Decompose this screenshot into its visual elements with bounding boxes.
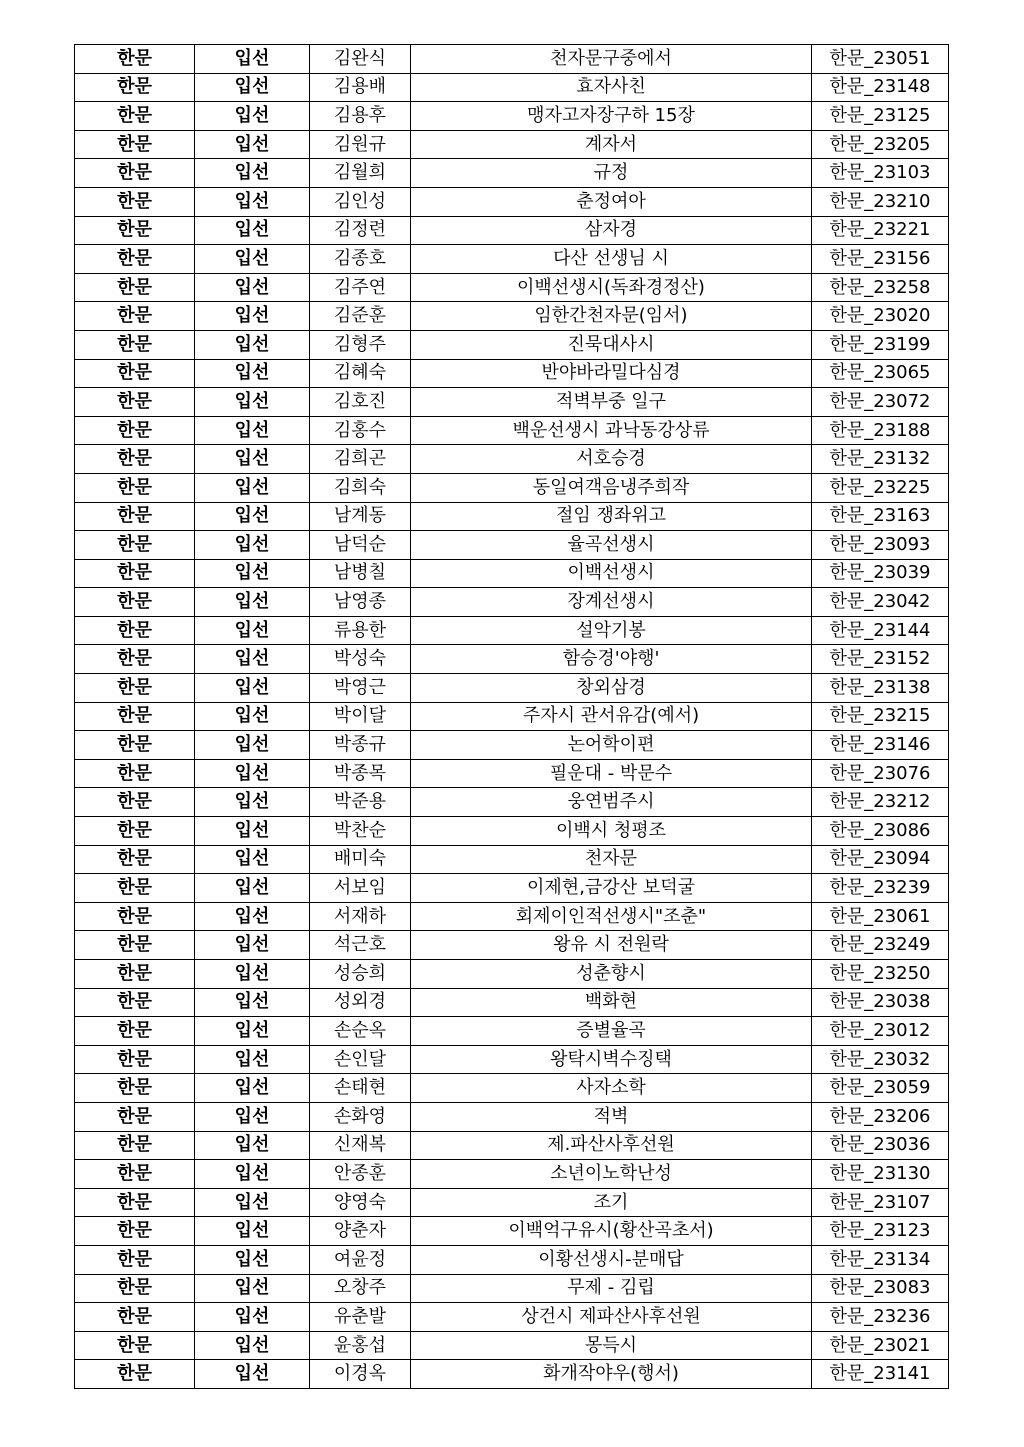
table-row [75, 1102, 949, 1131]
work-title-cell: 성춘향시 [411, 960, 812, 989]
work-title-cell: 소년이노학난성 [411, 1160, 812, 1189]
category-cell: 한문 [75, 874, 195, 903]
award-cell: 입선 [195, 616, 310, 645]
work-title-cell: 증별율곡 [411, 1017, 812, 1046]
table-row [75, 388, 949, 417]
table-row [75, 302, 949, 331]
award-cell: 입선 [195, 960, 310, 989]
artist-name-cell: 김정련 [310, 216, 411, 245]
entry-number-cell: 한문_23072 [812, 388, 949, 417]
entry-number-cell: 한문_23199 [812, 330, 949, 359]
entry-number-cell: 한문_23020 [812, 302, 949, 331]
entry-number-cell: 한문_23042 [812, 588, 949, 617]
entry-number-cell: 한문_23152 [812, 645, 949, 674]
category-cell: 한문 [75, 531, 195, 560]
artist-name-cell: 박종목 [310, 759, 411, 788]
award-results-table [74, 44, 949, 1389]
artist-name-cell: 박준용 [310, 788, 411, 817]
work-title-cell: 이백선생시 [411, 559, 812, 588]
artist-name-cell: 남계동 [310, 502, 411, 531]
award-cell: 입선 [195, 702, 310, 731]
table-row [75, 1160, 949, 1189]
entry-number-cell: 한문_23212 [812, 788, 949, 817]
work-title-cell: 적벽부중 일구 [411, 388, 812, 417]
category-cell: 한문 [75, 245, 195, 274]
award-cell: 입선 [195, 788, 310, 817]
artist-name-cell: 양춘자 [310, 1217, 411, 1246]
work-title-cell: 백화현 [411, 988, 812, 1017]
artist-name-cell: 김형주 [310, 330, 411, 359]
table-row [75, 817, 949, 846]
entry-number-cell: 한문_23221 [812, 216, 949, 245]
table-row [75, 845, 949, 874]
award-cell: 입선 [195, 159, 310, 188]
category-cell: 한문 [75, 1245, 195, 1274]
work-title-cell: 필운대 - 박문수 [411, 759, 812, 788]
award-cell: 입선 [195, 988, 310, 1017]
work-title-cell: 함승경'야행' [411, 645, 812, 674]
artist-name-cell: 김인성 [310, 187, 411, 216]
table-row [75, 731, 949, 760]
artist-name-cell: 김희곤 [310, 445, 411, 474]
entry-number-cell: 한문_23065 [812, 359, 949, 388]
award-cell: 입선 [195, 388, 310, 417]
work-title-cell: 적벽 [411, 1102, 812, 1131]
artist-name-cell: 류용한 [310, 616, 411, 645]
category-cell: 한문 [75, 731, 195, 760]
work-title-cell: 상건시 제파산사후선원 [411, 1303, 812, 1332]
table-row [75, 330, 949, 359]
award-cell: 입선 [195, 245, 310, 274]
category-cell: 한문 [75, 931, 195, 960]
entry-number-cell: 한문_23132 [812, 445, 949, 474]
category-cell: 한문 [75, 1360, 195, 1389]
entry-number-cell: 한문_23038 [812, 988, 949, 1017]
award-cell: 입선 [195, 1217, 310, 1246]
entry-number-cell: 한문_23093 [812, 531, 949, 560]
entry-number-cell: 한문_23206 [812, 1102, 949, 1131]
work-title-cell: 장계선생시 [411, 588, 812, 617]
table-row [75, 130, 949, 159]
work-title-cell: 서호승경 [411, 445, 812, 474]
entry-number-cell: 한문_23086 [812, 817, 949, 846]
work-title-cell: 조기 [411, 1188, 812, 1217]
entry-number-cell: 한문_23144 [812, 616, 949, 645]
category-cell: 한문 [75, 302, 195, 331]
award-cell: 입선 [195, 874, 310, 903]
entry-number-cell: 한문_23188 [812, 416, 949, 445]
category-cell: 한문 [75, 187, 195, 216]
entry-number-cell: 한문_23134 [812, 1245, 949, 1274]
artist-name-cell: 남덕순 [310, 531, 411, 560]
table-row [75, 931, 949, 960]
table-row [75, 1217, 949, 1246]
table-row [75, 702, 949, 731]
category-cell: 한문 [75, 559, 195, 588]
artist-name-cell: 이경옥 [310, 1360, 411, 1389]
table-row [75, 359, 949, 388]
entry-number-cell: 한문_23239 [812, 874, 949, 903]
category-cell: 한문 [75, 902, 195, 931]
award-cell: 입선 [195, 416, 310, 445]
category-cell: 한문 [75, 102, 195, 131]
artist-name-cell: 김종호 [310, 245, 411, 274]
work-title-cell: 진묵대사시 [411, 330, 812, 359]
category-cell: 한문 [75, 1160, 195, 1189]
entry-number-cell: 한문_23156 [812, 245, 949, 274]
award-cell: 입선 [195, 1017, 310, 1046]
entry-number-cell: 한문_23076 [812, 759, 949, 788]
entry-number-cell: 한문_23249 [812, 931, 949, 960]
table-row [75, 73, 949, 102]
category-cell: 한문 [75, 1303, 195, 1332]
artist-name-cell: 김준훈 [310, 302, 411, 331]
award-cell: 입선 [195, 645, 310, 674]
category-cell: 한문 [75, 359, 195, 388]
entry-number-cell: 한문_23107 [812, 1188, 949, 1217]
work-title-cell: 율곡선생시 [411, 531, 812, 560]
table-row [75, 1131, 949, 1160]
entry-number-cell: 한문_23205 [812, 130, 949, 159]
entry-number-cell: 한문_23215 [812, 702, 949, 731]
artist-name-cell: 석근호 [310, 931, 411, 960]
work-title-cell: 이백억구유시(황산곡초서) [411, 1217, 812, 1246]
award-cell: 입선 [195, 1160, 310, 1189]
entry-number-cell: 한문_23146 [812, 731, 949, 760]
award-cell: 입선 [195, 1188, 310, 1217]
artist-name-cell: 손화영 [310, 1102, 411, 1131]
category-cell: 한문 [75, 130, 195, 159]
entry-number-cell: 한문_23210 [812, 187, 949, 216]
table-row [75, 1017, 949, 1046]
work-title-cell: 이제현,금강산 보덕굴 [411, 874, 812, 903]
award-cell: 입선 [195, 473, 310, 502]
award-cell: 입선 [195, 1360, 310, 1389]
artist-name-cell: 박종규 [310, 731, 411, 760]
category-cell: 한문 [75, 1102, 195, 1131]
award-cell: 입선 [195, 1045, 310, 1074]
category-cell: 한문 [75, 473, 195, 502]
category-cell: 한문 [75, 759, 195, 788]
table-row [75, 1045, 949, 1074]
artist-name-cell: 김호진 [310, 388, 411, 417]
category-cell: 한문 [75, 330, 195, 359]
category-cell: 한문 [75, 788, 195, 817]
entry-number-cell: 한문_23138 [812, 674, 949, 703]
table-row [75, 1303, 949, 1332]
artist-name-cell: 김용후 [310, 102, 411, 131]
work-title-cell: 이백선생시(독좌경정산) [411, 273, 812, 302]
artist-name-cell: 김홍수 [310, 416, 411, 445]
work-title-cell: 백운선생시 과낙동강상류 [411, 416, 812, 445]
work-title-cell: 왕유 시 전원락 [411, 931, 812, 960]
work-title-cell: 설악기봉 [411, 616, 812, 645]
artist-name-cell: 김혜숙 [310, 359, 411, 388]
table-row [75, 216, 949, 245]
table-row [75, 960, 949, 989]
work-title-cell: 반야바라밀다심경 [411, 359, 812, 388]
work-title-cell: 동일여객음냉주희작 [411, 473, 812, 502]
category-cell: 한문 [75, 1017, 195, 1046]
category-cell: 한문 [75, 445, 195, 474]
entry-number-cell: 한문_23130 [812, 1160, 949, 1189]
table-row [75, 187, 949, 216]
work-title-cell: 춘정여아 [411, 187, 812, 216]
category-cell: 한문 [75, 45, 195, 74]
table-row [75, 645, 949, 674]
table-row [75, 874, 949, 903]
award-cell: 입선 [195, 931, 310, 960]
artist-name-cell: 손순옥 [310, 1017, 411, 1046]
results-sheet [74, 44, 948, 1389]
entry-number-cell: 한문_23103 [812, 159, 949, 188]
artist-name-cell: 유춘발 [310, 1303, 411, 1332]
work-title-cell: 웅연범주시 [411, 788, 812, 817]
category-cell: 한문 [75, 1045, 195, 1074]
category-cell: 한문 [75, 416, 195, 445]
award-cell: 입선 [195, 445, 310, 474]
table-row [75, 1074, 949, 1103]
table-row [75, 159, 949, 188]
table-row [75, 273, 949, 302]
table-row [75, 416, 949, 445]
entry-number-cell: 한문_23125 [812, 102, 949, 131]
award-cell: 입선 [195, 731, 310, 760]
award-cell: 입선 [195, 273, 310, 302]
artist-name-cell: 김주연 [310, 273, 411, 302]
entry-number-cell: 한문_23250 [812, 960, 949, 989]
entry-number-cell: 한문_23021 [812, 1331, 949, 1360]
work-title-cell: 절임 쟁좌위고 [411, 502, 812, 531]
entry-number-cell: 한문_23094 [812, 845, 949, 874]
artist-name-cell: 박이달 [310, 702, 411, 731]
work-title-cell: 논어학이편 [411, 731, 812, 760]
artist-name-cell: 여윤정 [310, 1245, 411, 1274]
artist-name-cell: 박찬순 [310, 817, 411, 846]
entry-number-cell: 한문_23051 [812, 45, 949, 74]
award-cell: 입선 [195, 1245, 310, 1274]
table-row [75, 1360, 949, 1389]
category-cell: 한문 [75, 273, 195, 302]
award-cell: 입선 [195, 330, 310, 359]
award-cell: 입선 [195, 817, 310, 846]
work-title-cell: 천자문구중에서 [411, 45, 812, 74]
table-row [75, 1188, 949, 1217]
category-cell: 한문 [75, 1131, 195, 1160]
table-row [75, 1331, 949, 1360]
entry-number-cell: 한문_23141 [812, 1360, 949, 1389]
table-row [75, 588, 949, 617]
category-cell: 한문 [75, 1274, 195, 1303]
work-title-cell: 규정 [411, 159, 812, 188]
work-title-cell: 다산 선생님 시 [411, 245, 812, 274]
category-cell: 한문 [75, 702, 195, 731]
table-row [75, 45, 949, 74]
table-row [75, 531, 949, 560]
work-title-cell: 주자시 관서유감(예서) [411, 702, 812, 731]
artist-name-cell: 오창주 [310, 1274, 411, 1303]
category-cell: 한문 [75, 988, 195, 1017]
artist-name-cell: 서재하 [310, 902, 411, 931]
category-cell: 한문 [75, 674, 195, 703]
entry-number-cell: 한문_23148 [812, 73, 949, 102]
award-cell: 입선 [195, 1331, 310, 1360]
artist-name-cell: 박영근 [310, 674, 411, 703]
category-cell: 한문 [75, 1217, 195, 1246]
work-title-cell: 몽득시 [411, 1331, 812, 1360]
award-cell: 입선 [195, 502, 310, 531]
category-cell: 한문 [75, 845, 195, 874]
category-cell: 한문 [75, 588, 195, 617]
work-title-cell: 제.파산사후선원 [411, 1131, 812, 1160]
table-row [75, 988, 949, 1017]
table-row [75, 245, 949, 274]
artist-name-cell: 양영숙 [310, 1188, 411, 1217]
award-cell: 입선 [195, 359, 310, 388]
award-cell: 입선 [195, 1303, 310, 1332]
award-cell: 입선 [195, 588, 310, 617]
work-title-cell: 맹자고자장구하 15장 [411, 102, 812, 131]
artist-name-cell: 김월희 [310, 159, 411, 188]
award-cell: 입선 [195, 845, 310, 874]
award-cell: 입선 [195, 1131, 310, 1160]
entry-number-cell: 한문_23083 [812, 1274, 949, 1303]
table-row [75, 502, 949, 531]
artist-name-cell: 성외경 [310, 988, 411, 1017]
work-title-cell: 이백시 청평조 [411, 817, 812, 846]
work-title-cell: 왕탁시벽수징택 [411, 1045, 812, 1074]
table-row [75, 759, 949, 788]
artist-name-cell: 배미숙 [310, 845, 411, 874]
artist-name-cell: 손태현 [310, 1074, 411, 1103]
category-cell: 한문 [75, 616, 195, 645]
award-cell: 입선 [195, 73, 310, 102]
artist-name-cell: 김완식 [310, 45, 411, 74]
entry-number-cell: 한문_23036 [812, 1131, 949, 1160]
entry-number-cell: 한문_23061 [812, 902, 949, 931]
artist-name-cell: 손인달 [310, 1045, 411, 1074]
table-row [75, 473, 949, 502]
category-cell: 한문 [75, 645, 195, 674]
category-cell: 한문 [75, 216, 195, 245]
award-cell: 입선 [195, 559, 310, 588]
category-cell: 한문 [75, 159, 195, 188]
table-row [75, 788, 949, 817]
table-row [75, 1274, 949, 1303]
award-cell: 입선 [195, 216, 310, 245]
entry-number-cell: 한문_23059 [812, 1074, 949, 1103]
table-row [75, 674, 949, 703]
award-cell: 입선 [195, 102, 310, 131]
table-row [75, 1245, 949, 1274]
artist-name-cell: 박성숙 [310, 645, 411, 674]
work-title-cell: 창외삼경 [411, 674, 812, 703]
work-title-cell: 천자문 [411, 845, 812, 874]
category-cell: 한문 [75, 73, 195, 102]
entry-number-cell: 한문_23032 [812, 1045, 949, 1074]
award-cell: 입선 [195, 1074, 310, 1103]
artist-name-cell: 김용배 [310, 73, 411, 102]
category-cell: 한문 [75, 1074, 195, 1103]
entry-number-cell: 한문_23236 [812, 1303, 949, 1332]
entry-number-cell: 한문_23163 [812, 502, 949, 531]
award-cell: 입선 [195, 531, 310, 560]
category-cell: 한문 [75, 960, 195, 989]
award-cell: 입선 [195, 1274, 310, 1303]
table-row [75, 902, 949, 931]
award-cell: 입선 [195, 902, 310, 931]
entry-number-cell: 한문_23258 [812, 273, 949, 302]
category-cell: 한문 [75, 388, 195, 417]
artist-name-cell: 신재복 [310, 1131, 411, 1160]
artist-name-cell: 서보임 [310, 874, 411, 903]
work-title-cell: 계자서 [411, 130, 812, 159]
artist-name-cell: 남병칠 [310, 559, 411, 588]
category-cell: 한문 [75, 1331, 195, 1360]
table-body [75, 45, 949, 1389]
artist-name-cell: 윤홍섭 [310, 1331, 411, 1360]
artist-name-cell: 남영종 [310, 588, 411, 617]
work-title-cell: 이황선생시-분매답 [411, 1245, 812, 1274]
work-title-cell: 사자소학 [411, 1074, 812, 1103]
work-title-cell: 화개작야우(행서) [411, 1360, 812, 1389]
work-title-cell: 회제이인적선생시"조춘" [411, 902, 812, 931]
award-cell: 입선 [195, 759, 310, 788]
work-title-cell: 삼자경 [411, 216, 812, 245]
category-cell: 한문 [75, 817, 195, 846]
award-cell: 입선 [195, 130, 310, 159]
award-cell: 입선 [195, 45, 310, 74]
entry-number-cell: 한문_23123 [812, 1217, 949, 1246]
category-cell: 한문 [75, 1188, 195, 1217]
artist-name-cell: 안종훈 [310, 1160, 411, 1189]
artist-name-cell: 성승희 [310, 960, 411, 989]
award-cell: 입선 [195, 674, 310, 703]
artist-name-cell: 김희숙 [310, 473, 411, 502]
table-row [75, 445, 949, 474]
entry-number-cell: 한문_23012 [812, 1017, 949, 1046]
award-cell: 입선 [195, 187, 310, 216]
entry-number-cell: 한문_23039 [812, 559, 949, 588]
artist-name-cell: 김원규 [310, 130, 411, 159]
category-cell: 한문 [75, 502, 195, 531]
award-cell: 입선 [195, 1102, 310, 1131]
table-row [75, 559, 949, 588]
work-title-cell: 임한간천자문(임서) [411, 302, 812, 331]
table-row [75, 616, 949, 645]
work-title-cell: 효자사친 [411, 73, 812, 102]
table-row [75, 102, 949, 131]
work-title-cell: 무제 - 김립 [411, 1274, 812, 1303]
entry-number-cell: 한문_23225 [812, 473, 949, 502]
award-cell: 입선 [195, 302, 310, 331]
